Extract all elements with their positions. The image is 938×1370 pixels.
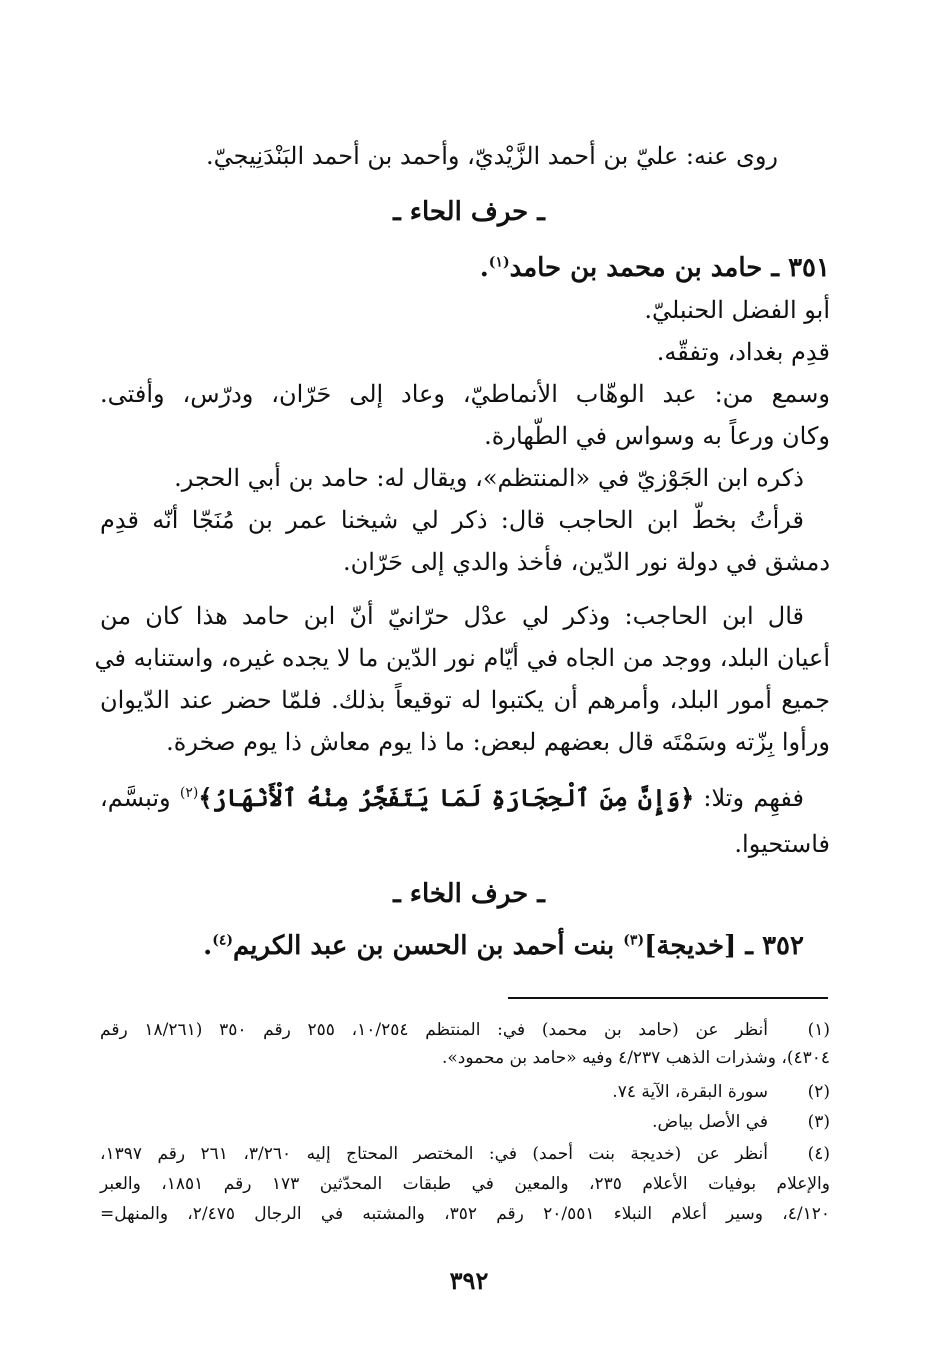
body-line-8: قال ابن الحاجب: وذكر لي عدْل حرّانيّ أنّ ابن حامد هذا كان من bbox=[100, 602, 804, 630]
footnote-2 bbox=[100, 1078, 830, 1106]
entry-number: ٣٥١ bbox=[788, 253, 830, 283]
entry-name-a: ـ [خديجة] bbox=[644, 931, 754, 961]
body-line-12: فاستحيوا. bbox=[734, 830, 830, 858]
footnote-1 bbox=[100, 1016, 830, 1072]
entry-352-heading bbox=[100, 926, 804, 966]
page-number: ٣٩٢ bbox=[449, 1266, 489, 1295]
footnote-divider bbox=[508, 997, 828, 999]
quran-line bbox=[100, 778, 804, 818]
body-line-7: دمشق في دولة نور الدّين، فأخذ والدي إلى حَرّان. bbox=[342, 548, 830, 576]
entry-351-heading bbox=[100, 248, 830, 288]
footnote-line: والإعلام بوفيات الأعلام ٢٣٥، والمعين في طبقات المحدّثين ١٧٣ رقم ١٨٥١، والعبر bbox=[100, 1174, 830, 1194]
entry-end: . bbox=[203, 931, 213, 961]
body-line-4: وكان ورعاً به وسواس في الطّهارة. bbox=[484, 422, 830, 450]
quran-before: ففهِم وتلا: bbox=[694, 784, 804, 812]
footnote-number: (١) bbox=[807, 1020, 830, 1040]
entry-name: ـ حامد بن محمد بن حامد bbox=[509, 253, 780, 283]
footnote-3 bbox=[100, 1108, 830, 1136]
quran-after: وتبسَّم، bbox=[100, 784, 180, 812]
footnote-line: ٤٣٠٤)، وشذرات الذهب ٤/٢٣٧ وفيه «حامد بن محمود». bbox=[442, 1048, 830, 1068]
entry-end: . bbox=[479, 253, 489, 283]
body-line-3: وسمع من: عبد الوهّاب الأنماطيّ، وعاد إلى حَرّان، ودرّس، وأفتى. bbox=[100, 380, 830, 408]
entry-number: ٣٥٢ bbox=[762, 931, 804, 961]
body-line-11: ورأوا بِزّته وسَمْتَه قال بعضهم لبعض: ما ذا يوم معاش ذا يوم صخرة. bbox=[166, 728, 830, 756]
footnote-line: ٤/١٢٠، وسير أعلام النبلاء ٢٠/٥٥١ رقم ٣٥٢، والمشتبه في الرجال ٢/٤٧٥، والمنهل= bbox=[100, 1204, 831, 1224]
footnote-ref-1: (١) bbox=[488, 254, 510, 271]
body-line-1: أبو الفضل الحنبليّ. bbox=[644, 296, 830, 324]
intro-line: روى عنه: عليّ بن أحمد الزَّيْديّ، وأحمد بن أحمد البَنْدَنِيجيّ. bbox=[206, 142, 778, 170]
footnote-ref-4: (٤) bbox=[212, 932, 233, 949]
footnote-line: أنظر عن (خديجة بنت أحمد) في: المختصر المحتاج إليه ٣/٢٦٠، ٢٦١ رقم ١٣٩٧، bbox=[100, 1144, 769, 1164]
section-heading-ha: ـ حرف الحاء ـ bbox=[393, 197, 545, 227]
footnote-line: في الأصل بياض. bbox=[652, 1112, 768, 1132]
footnote-ref-2: (٢) bbox=[179, 785, 199, 801]
footnote-line: أنظر عن (حامد بن محمد) في: المنتظم ١٠/٢٥٤، ٢٥٥ رقم ٣٥٠ (١٨/٢٦١ رقم bbox=[100, 1020, 768, 1040]
body-line-5: ذكره ابن الجَوْزيّ في «المنتظم»، ويقال له: حامد بن أبي الحجر. bbox=[174, 464, 804, 492]
body-line-10: جميع أمور البلد، وأمرهم أن يكتبوا له توقيعاً بذلك. فلمّا حضر عند الدّيوان bbox=[100, 686, 830, 714]
body-line-2: قدِم بغداد، وتفقّه. bbox=[656, 338, 830, 366]
body-line-6: قرأتُ بخطّ ابن الحاجب قال: ذكر لي شيخنا عمر بن مُنَجّا أنّه قدِم bbox=[100, 506, 804, 534]
footnote-number: (٢) bbox=[807, 1082, 830, 1102]
footnote-line: سورة البقرة، الآية ٧٤. bbox=[612, 1082, 768, 1102]
entry-name-b: بنت أحمد بن الحسن بن عبد الكريم bbox=[232, 931, 624, 961]
footnote-ref-3: (٣) bbox=[623, 932, 645, 949]
footnote-4 bbox=[100, 1140, 830, 1230]
quran-verse: ﴿وَإِنَّ مِنَ ٱلْحِجَارَةِ لَمَا يَتَفَجَّرُ مِنْهُ ٱلْأَنْهَارُ﴾ bbox=[198, 783, 695, 812]
footnote-number: (٤) bbox=[807, 1144, 830, 1164]
section-heading-kha: ـ حرف الخاء ـ bbox=[393, 879, 545, 909]
body-line-9: أعيان البلد، ووجد من الجاه في أيّام نور الدّين ما لا يجده غيره، واستنابه في bbox=[94, 644, 830, 672]
footnote-number: (٣) bbox=[807, 1112, 830, 1132]
